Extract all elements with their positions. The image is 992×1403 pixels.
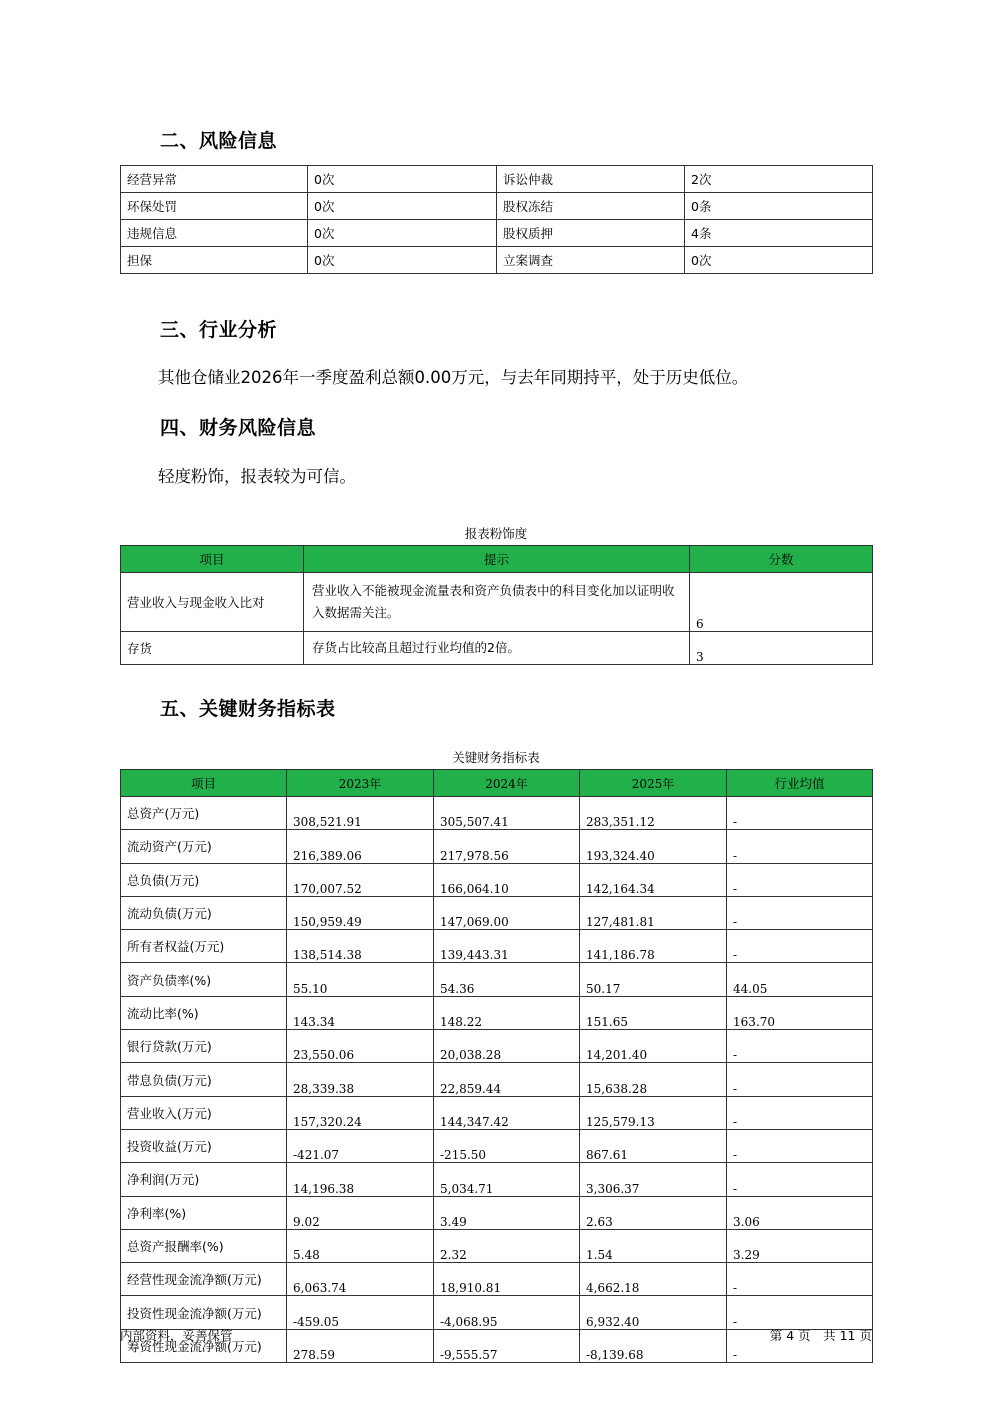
indicator-value: - <box>727 1329 873 1362</box>
footer-page-number: 第 4 页 共 11 页 <box>769 1328 872 1343</box>
table-row <box>121 930 873 963</box>
indicator-value: 28,339.38 <box>287 1063 434 1096</box>
risk-item-value: 4条 <box>685 220 873 247</box>
industry-section-title: 三、行业分析 <box>160 319 278 341</box>
column-header: 2023年 <box>287 770 434 797</box>
indicator-value: 1.54 <box>580 1229 727 1262</box>
whitewash-table <box>120 545 873 665</box>
indicator-value: - <box>727 1096 873 1129</box>
indicator-value: 2.63 <box>580 1196 727 1229</box>
risk-table <box>120 165 873 274</box>
indicator-value: 125,579.13 <box>580 1096 727 1129</box>
indicator-name: 投资收益(万元) <box>121 1129 287 1162</box>
indicator-value: - <box>727 863 873 896</box>
indicator-value: 141,186.78 <box>580 930 727 963</box>
financial-risk-section-title: 四、财务风险信息 <box>160 417 317 439</box>
indicator-value: 157,320.24 <box>287 1096 434 1129</box>
risk-item-value: 2次 <box>685 166 873 193</box>
table-row <box>121 632 873 665</box>
risk-item-value: 0次 <box>308 247 497 274</box>
indicator-value: - <box>727 1296 873 1329</box>
table-row <box>121 1329 873 1362</box>
risk-item-label: 经营异常 <box>121 166 308 193</box>
indicator-value: 14,201.40 <box>580 1030 727 1063</box>
risk-item-value: 0条 <box>685 193 873 220</box>
indicator-name: 净利率(%) <box>121 1196 287 1229</box>
risk-item-label: 诉讼仲裁 <box>497 166 685 193</box>
indicator-value: 55.10 <box>287 963 434 996</box>
column-header: 项目 <box>121 546 304 573</box>
indicator-value: 2.32 <box>434 1229 580 1262</box>
indicator-value: - <box>727 930 873 963</box>
indicator-name: 净利润(万元) <box>121 1163 287 1196</box>
indicator-value: - <box>727 1263 873 1296</box>
table-row <box>121 193 873 220</box>
column-header: 分数 <box>690 546 873 573</box>
table-row <box>121 1030 873 1063</box>
table-row <box>121 797 873 830</box>
table-row <box>121 220 873 247</box>
indicator-value: -215.50 <box>434 1129 580 1162</box>
indicator-value: 5.48 <box>287 1229 434 1262</box>
industry-analysis-text: 其他仓储业2026年一季度盈利总额0.00万元，与去年同期持平，处于历史低位。 <box>158 368 749 387</box>
item-cell: 营业收入与现金收入比对 <box>121 573 304 632</box>
risk-item-label: 担保 <box>121 247 308 274</box>
risk-item-label: 违规信息 <box>121 220 308 247</box>
indicator-value: -4,068.95 <box>434 1296 580 1329</box>
kfi-section-title: 五、关键财务指标表 <box>160 698 336 720</box>
indicator-value: 193,324.40 <box>580 830 727 863</box>
indicator-value: 138,514.38 <box>287 930 434 963</box>
indicator-value: - <box>727 1063 873 1096</box>
indicator-value: - <box>727 1163 873 1196</box>
indicator-value: -8,139.68 <box>580 1329 727 1362</box>
indicator-value: 54.36 <box>434 963 580 996</box>
indicator-value: 278.59 <box>287 1329 434 1362</box>
indicator-value: 147,069.00 <box>434 896 580 929</box>
indicator-value: 308,521.91 <box>287 797 434 830</box>
indicator-value: -9,555.57 <box>434 1329 580 1362</box>
indicator-value: 139,443.31 <box>434 930 580 963</box>
indicator-value: 305,507.41 <box>434 797 580 830</box>
indicator-value: 283,351.12 <box>580 797 727 830</box>
indicator-name: 总资产报酬率(%) <box>121 1229 287 1262</box>
financial-risk-text: 轻度粉饰，报表较为可信。 <box>158 467 356 486</box>
table-row <box>121 1296 873 1329</box>
indicator-name: 营业收入(万元) <box>121 1096 287 1129</box>
indicator-value: 6,063.74 <box>287 1263 434 1296</box>
indicator-value: 867.61 <box>580 1129 727 1162</box>
indicator-value: 144,347.42 <box>434 1096 580 1129</box>
indicator-value: 18,910.81 <box>434 1263 580 1296</box>
key-financial-indicators-table <box>120 769 873 1363</box>
table-row <box>121 1196 873 1229</box>
table-row <box>121 573 873 632</box>
indicator-value: - <box>727 1129 873 1162</box>
indicator-name: 所有者权益(万元) <box>121 930 287 963</box>
whitewash-table-caption: 报表粉饰度 <box>464 526 528 541</box>
indicator-value: 44.05 <box>727 963 873 996</box>
table-row <box>121 1229 873 1262</box>
risk-item-label: 股权冻结 <box>497 193 685 220</box>
indicator-value: 217,978.56 <box>434 830 580 863</box>
indicator-value: 14,196.38 <box>287 1163 434 1196</box>
indicator-value: 15,638.28 <box>580 1063 727 1096</box>
indicator-value: 148.22 <box>434 996 580 1029</box>
hint-cell: 存货占比较高且超过行业均值的2倍。 <box>304 632 690 665</box>
column-header: 提示 <box>304 546 690 573</box>
column-header: 2025年 <box>580 770 727 797</box>
indicator-value: 23,550.06 <box>287 1030 434 1063</box>
risk-item-label: 环保处罚 <box>121 193 308 220</box>
indicator-value: -421.07 <box>287 1129 434 1162</box>
footer-left: 内部资料，妥善保管 <box>120 1328 233 1343</box>
table-row <box>121 1129 873 1162</box>
score-cell: 6 <box>690 573 873 632</box>
indicator-value: 20,038.28 <box>434 1030 580 1063</box>
indicator-name: 投资性现金流净额(万元) <box>121 1296 287 1329</box>
column-header: 2024年 <box>434 770 580 797</box>
indicator-name: 流动负债(万元) <box>121 896 287 929</box>
table-row <box>121 1163 873 1196</box>
indicator-value: 143.34 <box>287 996 434 1029</box>
risk-item-value: 0次 <box>685 247 873 274</box>
score-cell: 3 <box>690 632 873 665</box>
table-row <box>121 247 873 274</box>
kfi-table-caption: 关键财务指标表 <box>452 750 540 765</box>
indicator-value: - <box>727 797 873 830</box>
table-row <box>121 830 873 863</box>
indicator-value: - <box>727 830 873 863</box>
column-header: 行业均值 <box>727 770 873 797</box>
indicator-name: 资产负债率(%) <box>121 963 287 996</box>
risk-item-value: 0次 <box>308 220 497 247</box>
indicator-value: - <box>727 896 873 929</box>
hint-cell: 营业收入不能被现金流量表和资产负债表中的科目变化加以证明收入数据需关注。 <box>304 573 690 632</box>
indicator-value: 216,389.06 <box>287 830 434 863</box>
indicator-value: 3.29 <box>727 1229 873 1262</box>
indicator-name: 流动比率(%) <box>121 996 287 1029</box>
indicator-value: 22,859.44 <box>434 1063 580 1096</box>
table-row <box>121 1096 873 1129</box>
indicator-value: 166,064.10 <box>434 863 580 896</box>
risk-item-value: 0次 <box>308 193 497 220</box>
indicator-value: 4,662.18 <box>580 1263 727 1296</box>
table-row <box>121 963 873 996</box>
risk-item-label: 股权质押 <box>497 220 685 247</box>
risk-item-label: 立案调查 <box>497 247 685 274</box>
indicator-value: 3.49 <box>434 1196 580 1229</box>
indicator-name: 总资产(万元) <box>121 797 287 830</box>
item-cell: 存货 <box>121 632 304 665</box>
risk-item-value: 0次 <box>308 166 497 193</box>
indicator-value: 3,306.37 <box>580 1163 727 1196</box>
column-header: 项目 <box>121 770 287 797</box>
indicator-value: - <box>727 1030 873 1063</box>
table-row <box>121 863 873 896</box>
indicator-value: 5,034.71 <box>434 1163 580 1196</box>
table-row <box>121 1263 873 1296</box>
indicator-value: 163.70 <box>727 996 873 1029</box>
table-row <box>121 896 873 929</box>
table-row <box>121 1063 873 1096</box>
indicator-value: 170,007.52 <box>287 863 434 896</box>
indicator-value: 151.65 <box>580 996 727 1029</box>
indicator-name: 流动资产(万元) <box>121 830 287 863</box>
indicator-name: 总负债(万元) <box>121 863 287 896</box>
indicator-value: 50.17 <box>580 963 727 996</box>
indicator-name: 经营性现金流净额(万元) <box>121 1263 287 1296</box>
indicator-name: 带息负债(万元) <box>121 1063 287 1096</box>
indicator-value: 9.02 <box>287 1196 434 1229</box>
indicator-name: 筹资性现金流净额(万元) <box>121 1329 287 1362</box>
indicator-name: 银行贷款(万元) <box>121 1030 287 1063</box>
table-row <box>121 996 873 1029</box>
indicator-value: 6,932.40 <box>580 1296 727 1329</box>
indicator-value: 127,481.81 <box>580 896 727 929</box>
indicator-value: 3.06 <box>727 1196 873 1229</box>
indicator-value: 142,164.34 <box>580 863 727 896</box>
risk-section-title: 二、风险信息 <box>160 130 278 152</box>
table-row <box>121 166 873 193</box>
indicator-value: -459.05 <box>287 1296 434 1329</box>
indicator-value: 150,959.49 <box>287 896 434 929</box>
